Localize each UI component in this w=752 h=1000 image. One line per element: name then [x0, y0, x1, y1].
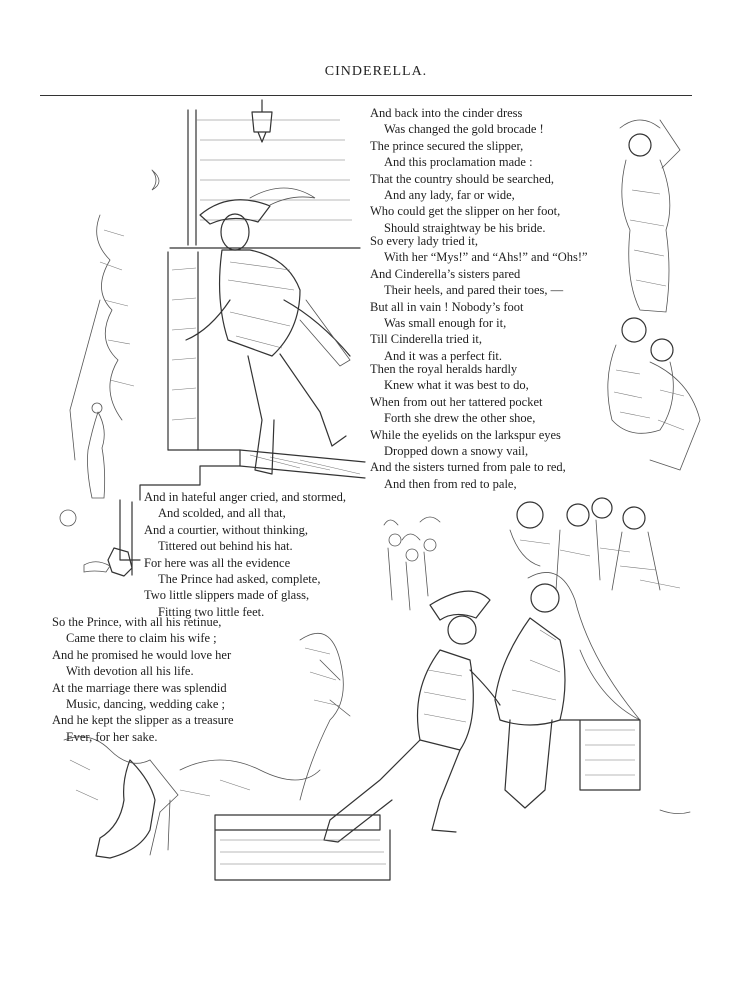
verse-line: Should straightway be his bride. — [384, 220, 546, 235]
running-head: CINDERELLA. — [324, 64, 428, 79]
verse-line: But all in vain ! Nobody’s foot — [370, 299, 524, 314]
verse-line: Was small enough for it, — [384, 316, 507, 331]
verse-line: Fitting two little feet. — [158, 604, 265, 619]
stanza-5 — [52, 614, 234, 745]
verse-line: With devotion all his life. — [66, 664, 194, 679]
stanza-1 — [370, 105, 560, 236]
verse-line: Knew what it was best to do, — [384, 378, 529, 393]
verse-line: Music, dancing, wedding cake ; — [66, 697, 225, 712]
verse-line: Forth she drew the other shoe, — [384, 411, 536, 426]
stanza-3 — [370, 361, 566, 492]
sister-top-right-illustration — [620, 120, 680, 312]
verse-line: Was changed the gold brocade ! — [384, 122, 544, 137]
verse-line: And then from red to pale, — [384, 476, 517, 491]
verse-line: When from out her tattered pocket — [370, 394, 543, 409]
verse-line: And back into the cinder dress — [370, 106, 523, 120]
verse-line: That the country should be searched, — [370, 171, 554, 186]
verse-line: Two little slippers made of glass, — [144, 588, 310, 603]
verse-line: Ever, for her sake. — [66, 729, 158, 744]
verse-line: The prince secured the slipper, — [370, 138, 524, 153]
verse-line: At the marriage there was splendid — [52, 680, 227, 695]
stanza-2 — [370, 233, 588, 364]
verse-line: The Prince had asked, complete, — [158, 572, 321, 587]
verse-line: Then the royal heralds hardly — [370, 362, 518, 376]
verse-line: And in hateful anger cried, and stormed, — [144, 490, 347, 504]
verse-line: And a courtier, without thinking, — [144, 522, 309, 537]
verse-line: For here was all the evidence — [144, 555, 291, 570]
verse-line: And it was a perfect fit. — [384, 348, 503, 363]
verse-line: Dropped down a snowy vail, — [384, 444, 529, 459]
verse-line: Who could get the slipper on her foot, — [370, 204, 561, 219]
verse-line: While the eyelids on the larkspur eyes — [370, 427, 561, 442]
verse-line: And the sisters turned from pale to red, — [370, 460, 566, 475]
verse-line: So the Prince, with all his retinue, — [52, 615, 222, 629]
verse-line: And this proclamation made : — [384, 155, 533, 170]
verse-line: Till Cinderella tried it, — [370, 332, 483, 347]
verse-line: And he kept the slipper as a treasure — [52, 713, 234, 728]
verse-line: And Cinderella’s sisters pared — [370, 266, 521, 281]
verse-line: And scolded, and all that, — [158, 506, 286, 521]
verse-line: And he promised he would love her — [52, 647, 232, 662]
stanza-4 — [144, 489, 346, 620]
verse-line: Came there to claim his wife ; — [66, 631, 217, 646]
verse-line: Tittered out behind his hat. — [158, 539, 293, 554]
verse-line: With her “Mys!” and “Ahs!” and “Ohs!” — [384, 250, 588, 265]
verse-line: So every lady tried it, — [370, 234, 478, 248]
verse-line: Their heels, and pared their toes, — — [384, 283, 564, 298]
two-sisters-illustration — [608, 318, 700, 470]
verse-line: And any lady, far or wide, — [384, 188, 515, 203]
